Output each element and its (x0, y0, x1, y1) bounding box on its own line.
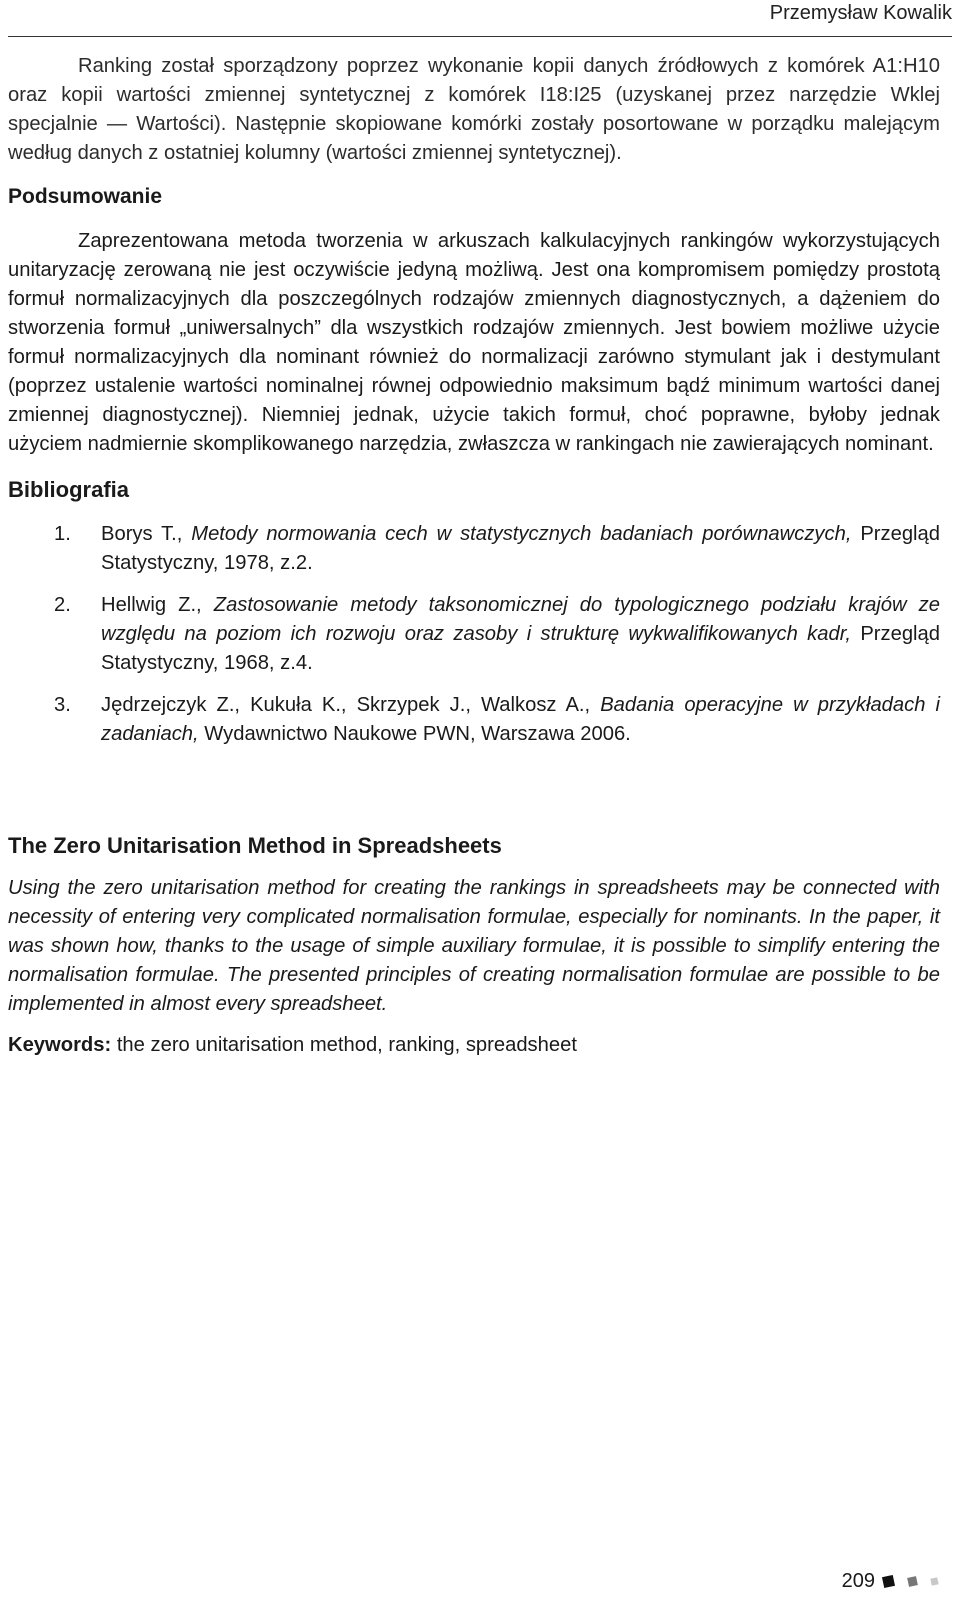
bibliography-item (8, 520, 940, 578)
bibliography-item-source: Przegląd Statystyczny, 1968, z.4. (101, 623, 940, 674)
page-content (8, 52, 940, 1060)
header-author: Przemysław Kowalik (769, 2, 952, 24)
bibliography-heading: Bibliografia (8, 477, 130, 502)
keywords-label: Keywords: (8, 1034, 112, 1056)
bibliography-item (8, 691, 940, 749)
bibliography-item-title: Zastosowanie metody taksonomicznej do typologicznego podziału krajów ze względu na poziom ich rozwoju oraz zasoby i strukturę wykwalifikowanych kadr, (101, 594, 940, 645)
bibliography-item-title: Badania operacyjne w przykładach i zadaniach, (101, 694, 940, 745)
page-header (8, 0, 952, 37)
bibliography-item-authors: Jędrzejczyk Z., Kukuła K., Skrzypek J., Walkosz A., (101, 694, 591, 716)
bibliography-item-number: 2. (54, 594, 71, 616)
summary-heading: Podsumowanie (8, 185, 163, 208)
page-number: 209 (841, 1570, 875, 1592)
english-abstract: Using the zero unitarisation method for creating the rankings in spreadsheets may be connected with necessity of entering very complicated normalisation formulae, especially for nominants. In the paper, it was shown how, thanks to the usage of simple auxiliary formulae, it is possible to simplify entering the normalisation formulae. The presented principles of creating normalisation formulae are possible to be implemented in almost every spreadsheet. (8, 877, 940, 1015)
bibliography-item-authors: Hellwig Z., (101, 594, 202, 616)
keywords-line (8, 1031, 940, 1060)
intro-paragraph: Ranking został sporządzony poprzez wykonanie kopii danych źródłowych z komórek A1:H10 oraz kopii wartości zmiennej syntetycznej z komórek I18:I25 (uzyskanej przez narzędzie Wklej specjalnie — Wartości). Następnie skopiowane komórki zostały posortowane w porządku malejącym według danych z ostatniej kolumny (wartości zmiennej syntetycznej). (8, 55, 940, 164)
english-title: The Zero Unitarisation Method in Spreadsheets (8, 833, 502, 858)
bibliography-list (8, 520, 940, 749)
bibliography-item-number: 3. (54, 694, 71, 716)
bibliography-item-number: 1. (54, 523, 71, 545)
bibliography-item-authors: Borys T., (101, 523, 183, 545)
square-bullet-icon (930, 1577, 938, 1585)
square-bullet-icon (882, 1575, 895, 1588)
keywords-text: the zero unitarisation method, ranking, spreadsheet (116, 1034, 577, 1056)
page-footer (842, 1570, 938, 1593)
bibliography-item-title: Metody normowania cech w statystycznych badaniach porównawczych, (191, 523, 852, 545)
square-bullet-icon (907, 1576, 918, 1587)
summary-paragraph: Zaprezentowana metoda tworzenia w arkuszach kalkulacyjnych rankingów wykorzystujących unitaryzację zerowaną nie jest oczywiście jedyną możliwą. Jest ona kompromisem pomiędzy prostotą formuł normalizacyjnych dla poszczególnych rodzajów zmiennych diagnostycznych, a dążeniem do stworzenia formuł „uniwersalnych” dla wszystkich rodzajów zmiennych. Jest bowiem możliwe użycie formuł normalizacyjnych dla nominant również do normalizacji zarówno stymulant jak i destymulant (poprzez ustalenie wartości nominalnej równej odpowiednio maksimum bądź minimum wartości danej zmiennej diagnostycznej). Niemniej jednak, użycie takich formuł, choć poprawne, byłoby jednak użyciem nadmiernie skomplikowanego narzędzia, zwłaszcza w rankingach nie zawierających nominant. (8, 230, 940, 455)
bibliography-item-source: Wydawnictwo Naukowe PWN, Warszawa 2006. (204, 723, 631, 745)
bibliography-item (8, 591, 940, 678)
bibliography-item-source: Przegląd Statystyczny, 1978, z.2. (101, 523, 940, 574)
